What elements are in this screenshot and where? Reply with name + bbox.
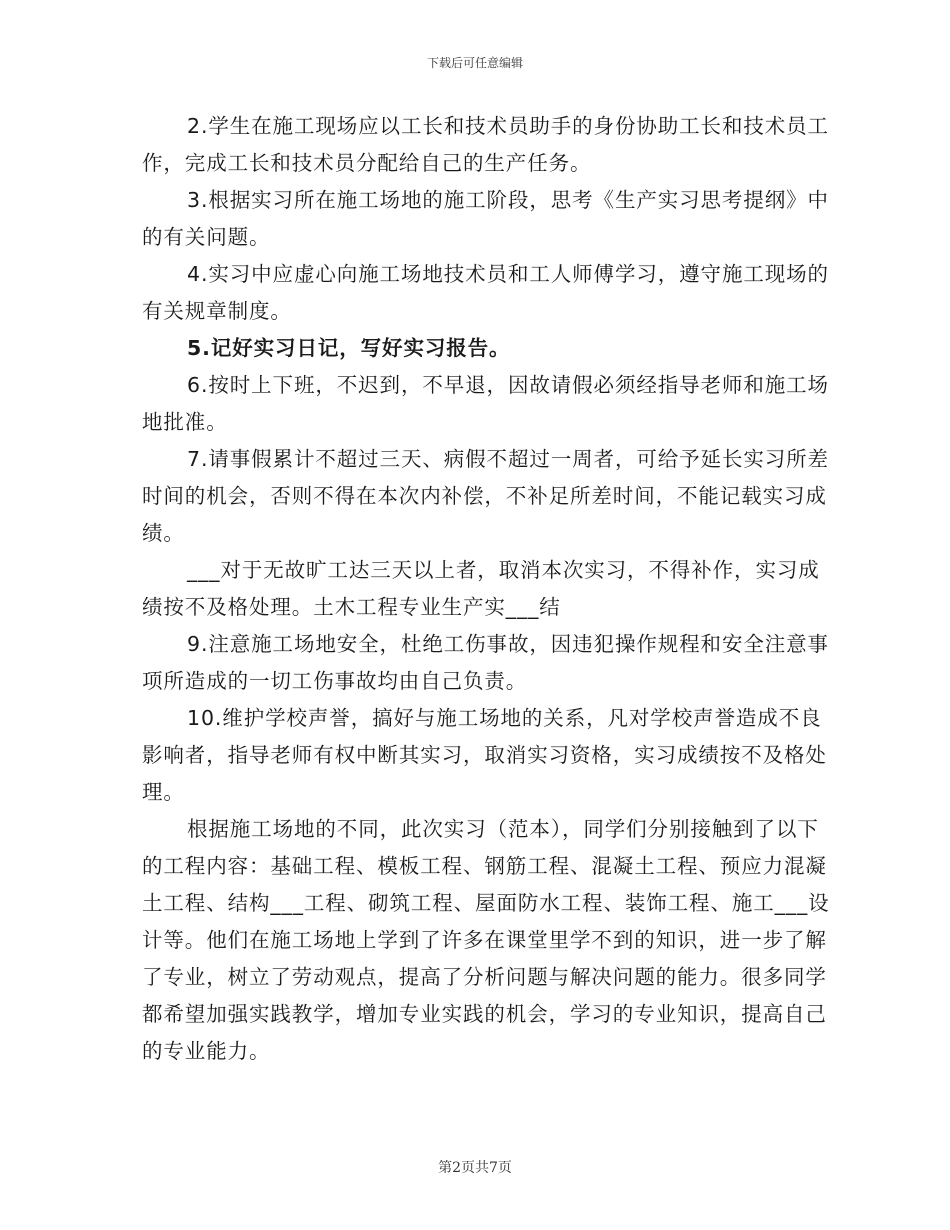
paragraph-item-9: 9.注意施工场地安全，杜绝工伤事故，因违犯操作规程和安全注意事项所造成的一切工伤事故均由自己负责。	[142, 632, 829, 693]
document-body	[142, 108, 832, 1070]
paragraph-summary: 根据施工场地的不同，此次实习（范本），同学们分别接触到了以下的工程内容：基础工程、模板工程、钢筋工程、混凝土工程、预应力混凝土工程、结构___工程、砌筑工程、屋面防水工程、装饰工程、施工___设计等。他们在施工场地上学到了许多在课堂里学不到的知识，进一步了解了专业，树立了劳动观点，提高了分析问题与解决问题的能力。很多同学都希望加强实践教学，增加专业实践的机会，学习的专业知识，提高自己的专业能力。	[142, 817, 830, 1063]
paragraph-item-5: 5.记好实习日记，写好实习报告。	[187, 336, 511, 360]
paragraph-item-2: 2.学生在施工现场应以工长和技术员助手的身份协助工长和技术员工作，完成工长和技术员分配给自己的生产任务。	[142, 114, 829, 175]
page-number-footer: 第2页共7页	[438, 1160, 512, 1176]
page-header-note: 下载后可任意编辑	[426, 56, 523, 70]
paragraph-item-3: 3.根据实习所在施工场地的施工阶段，思考《生产实习思考提纲》中的有关问题。	[142, 188, 829, 249]
paragraph-item-4: 4.实习中应虚心向施工场地技术员和工人师傅学习，遵守施工现场的有关规章制度。	[142, 262, 829, 323]
paragraph-item-6: 6.按时上下班，不迟到，不早退，因故请假必须经指导老师和施工场地批准。	[142, 373, 829, 434]
paragraph-item-8: ___对于无故旷工达三天以上者，取消本次实习，不得补作，实习成绩按不及格处理。土木工程专业生产实___结	[142, 558, 820, 619]
paragraph-item-10: 10.维护学校声誉，搞好与施工场地的关系，凡对学校声誉造成不良影响者，指导老师有权中断其实习，取消实习资格，实习成绩按不及格处理。	[142, 706, 827, 804]
paragraph-item-7: 7.请事假累计不超过三天、病假不超过一周者，可给予延长实习所差时间的机会，否则不得在本次内补偿，不补足所差时间，不能记载实习成绩。	[142, 447, 829, 545]
